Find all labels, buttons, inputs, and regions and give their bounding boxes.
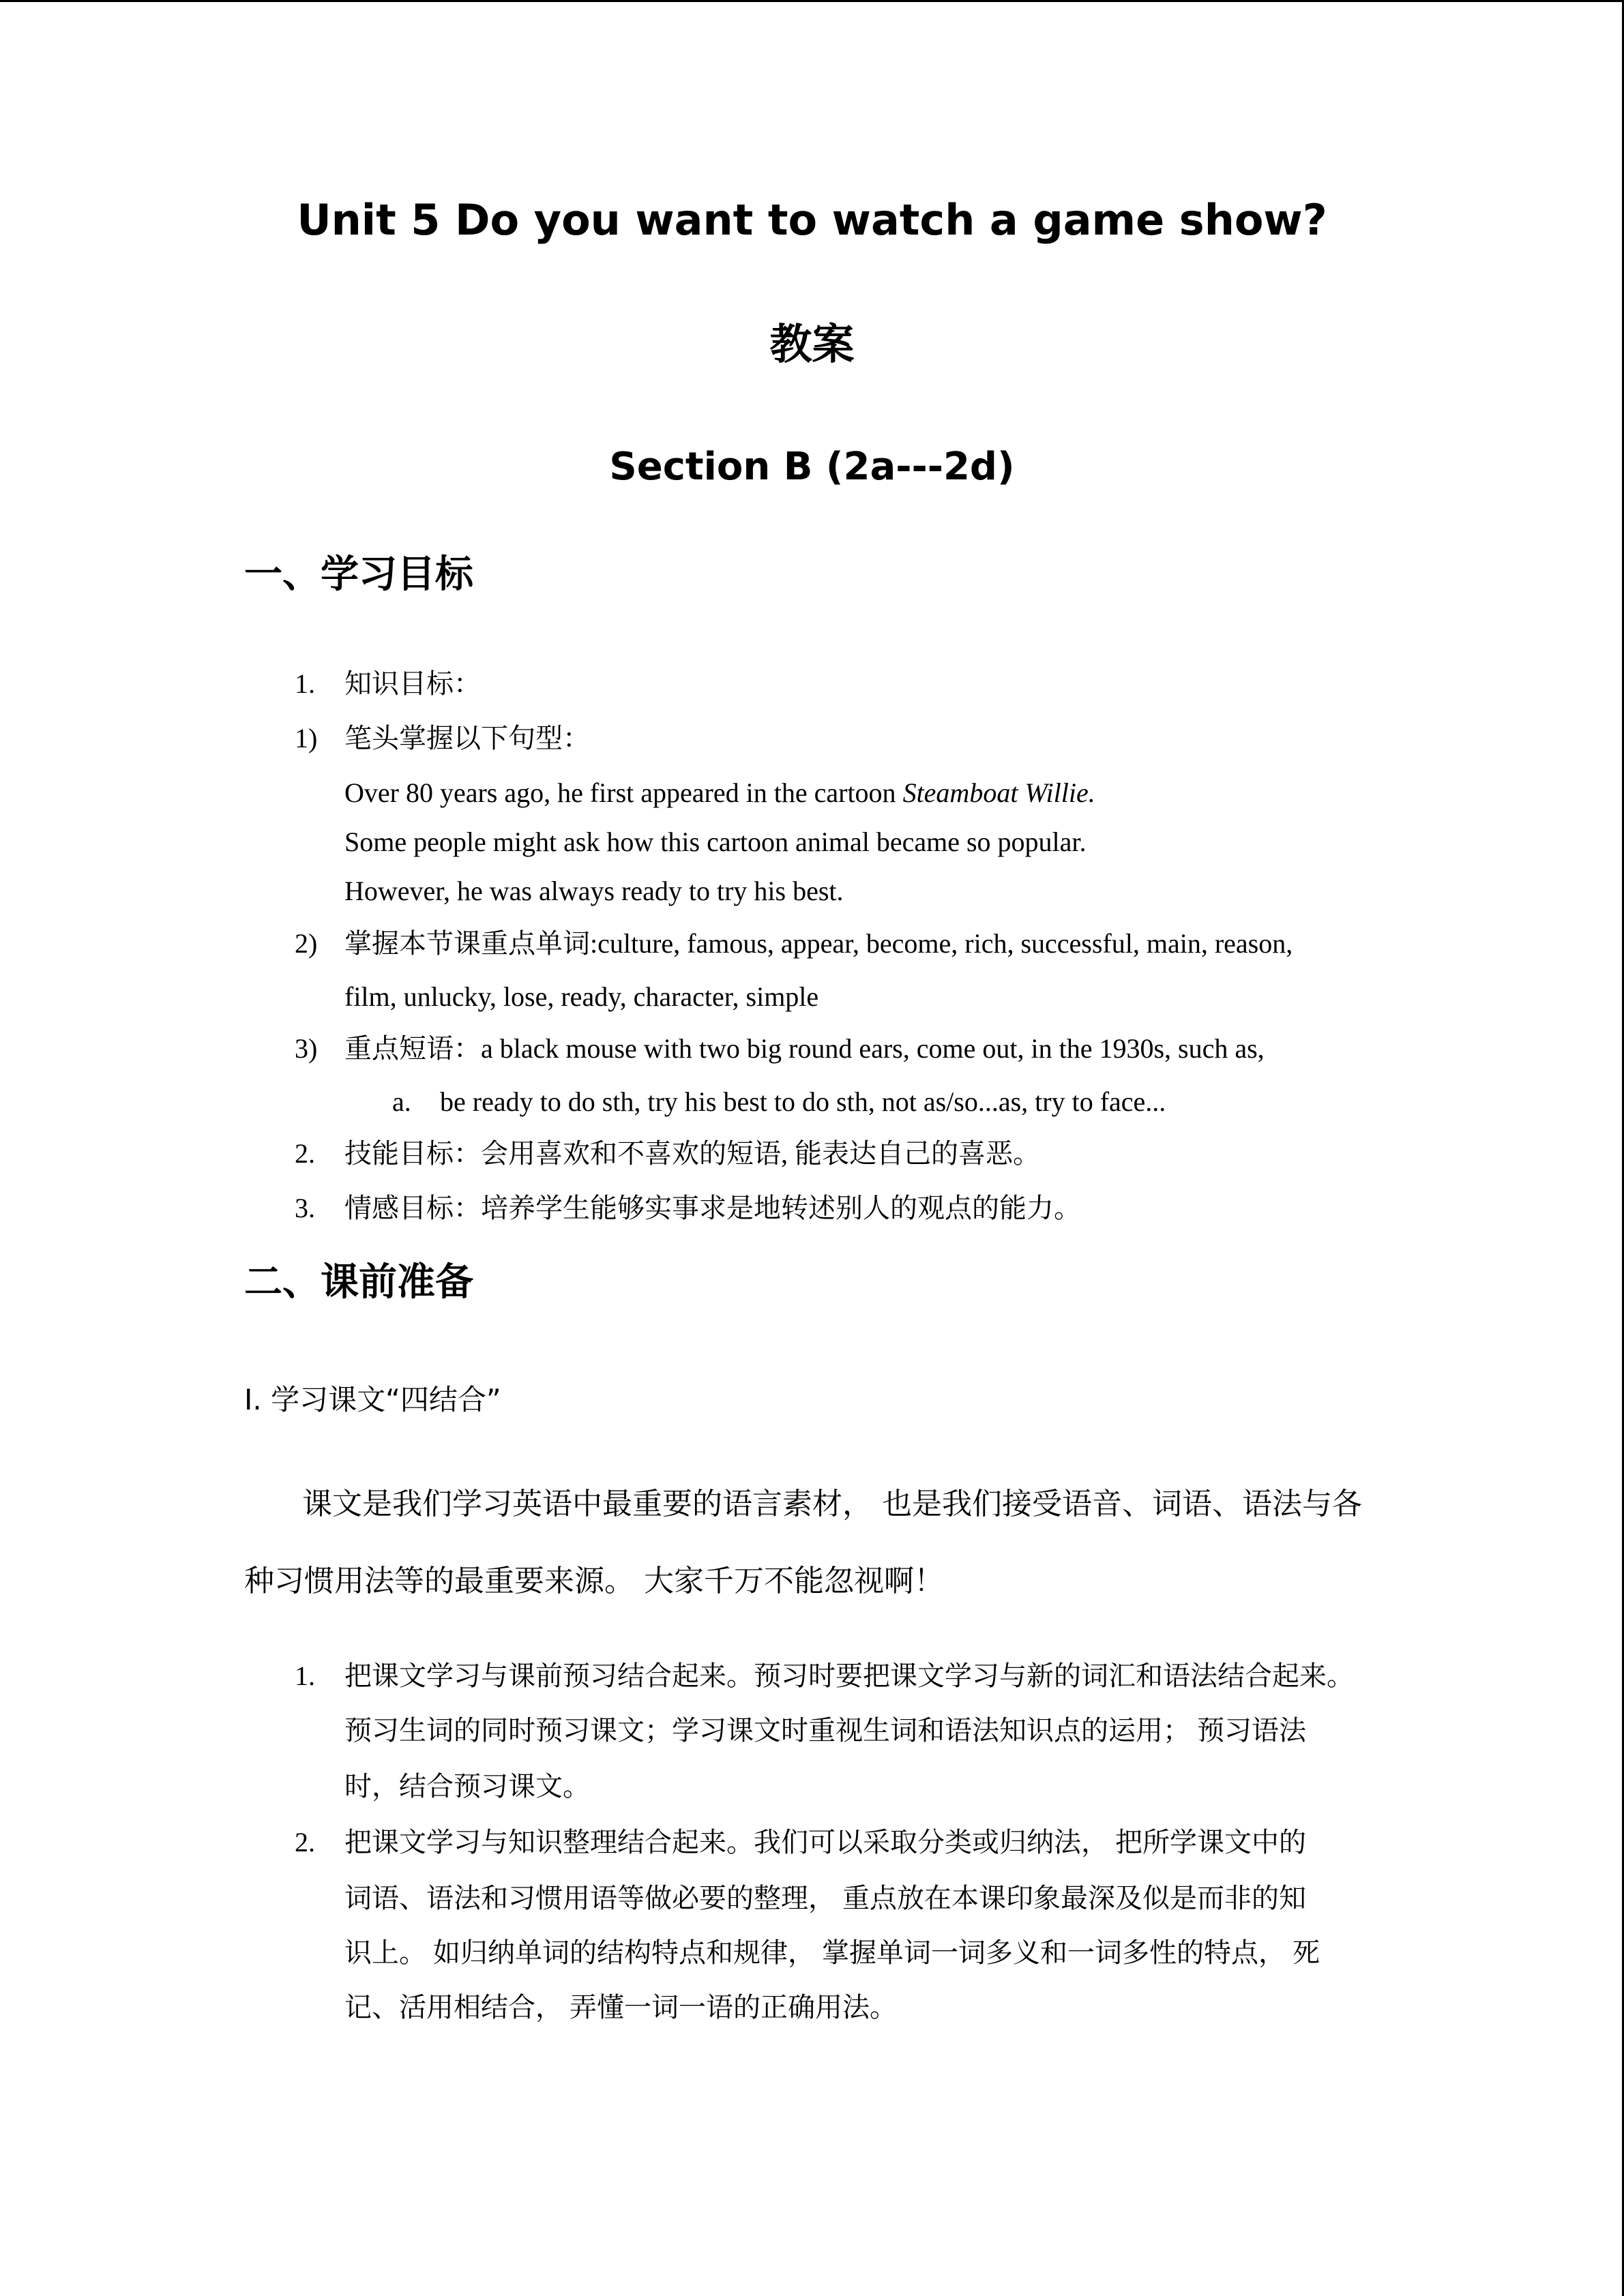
sentence-pattern-1-text: Over 80 years ago, he first appeared in the cartoon — [344, 777, 903, 808]
sentence-pattern-1 — [344, 774, 1395, 812]
sentence-pattern-2: Some people might ask how this cartoon animal became so popular. — [344, 826, 1087, 857]
list-item-knowledge-objective: 知识目标： — [344, 668, 481, 699]
document-title: Unit 5 Do you want to watch a game show? — [297, 195, 1327, 245]
list-number: 2) — [295, 928, 318, 959]
document-subtitle: 教案 — [769, 319, 855, 369]
list-item-skill-objective: 技能目标：会用喜欢和不喜欢的短语, 能表达自己的喜恶。 — [344, 1138, 1040, 1169]
heading-learning-objectives: 一、学习目标 — [244, 552, 473, 597]
intro-paragraph-line1: 课文是我们学习英语中最重要的语言素材， 也是我们接受语音、词语、语法与各 — [302, 1487, 1362, 1521]
list-number: 1. — [295, 1660, 315, 1691]
list-item-1-line2: 预习生词的同时预习课文；学习课文时重视生词和语法知识点的运用； 预习语法 — [344, 1715, 1306, 1746]
list-item-key-phrases-continued: be ready to do sth, try his best to do sth, not as/so...as, try to face... — [440, 1086, 1166, 1117]
list-letter: a. — [392, 1086, 411, 1117]
page-border-top — [0, 0, 1624, 2]
section-title: Section B (2a---2d) — [609, 445, 1015, 489]
list-item-sentence-patterns: 笔头掌握以下句型： — [344, 723, 590, 754]
list-number: 3. — [295, 1193, 315, 1223]
list-number: 1) — [295, 723, 318, 754]
list-item-key-words-line1: 掌握本节课重点单词:culture, famous, appear, become, rich, successful, main, reason, — [344, 928, 1293, 959]
list-item-key-phrases: 重点短语：a black mouse with two big round ears, come out, in the 1930s, such as, — [344, 1033, 1265, 1064]
sentence-pattern-3: However, he was always ready to try his best. — [344, 876, 844, 906]
subheading-four-combinations: I. 学习课文“四结合” — [244, 1383, 501, 1416]
heading-preparation: 二、课前准备 — [244, 1260, 473, 1304]
list-item-key-words-line2: film, unlucky, lose, ready, character, simple — [344, 981, 819, 1012]
intro-paragraph-line2: 种习惯用法等的最重要来源。 大家千万不能忽视啊！ — [244, 1564, 944, 1598]
list-number: 2. — [295, 1138, 315, 1169]
list-item-1-line3: 时，结合预习课文。 — [344, 1771, 590, 1802]
list-item-1-line1: 把课文学习与课前预习结合起来。预习时要把课文学习与新的词汇和语法结合起来。 — [344, 1660, 1354, 1691]
list-number: 1. — [295, 668, 315, 699]
cartoon-title: Steamboat Willie. — [902, 777, 1095, 808]
list-item-2-line4: 记、活用相结合， 弄懂一词一语的正确用法。 — [344, 1992, 897, 2023]
list-item-2-line2: 词语、语法和习惯用语等做必要的整理， 重点放在本课印象最深及似是而非的知 — [344, 1883, 1306, 1913]
list-item-2-line3: 识上。 如归纳单词的结构特点和规律， 掌握单词一词多义和一词多性的特点， 死 — [344, 1937, 1320, 1968]
list-item-2-line1: 把课文学习与知识整理结合起来。我们可以采取分类或归纳法， 把所学课文中的 — [344, 1827, 1306, 1858]
list-number: 2. — [295, 1827, 315, 1858]
list-number: 3) — [295, 1033, 318, 1064]
list-item-emotional-objective: 情感目标：培养学生能够实事求是地转述别人的观点的能力。 — [344, 1193, 1081, 1223]
